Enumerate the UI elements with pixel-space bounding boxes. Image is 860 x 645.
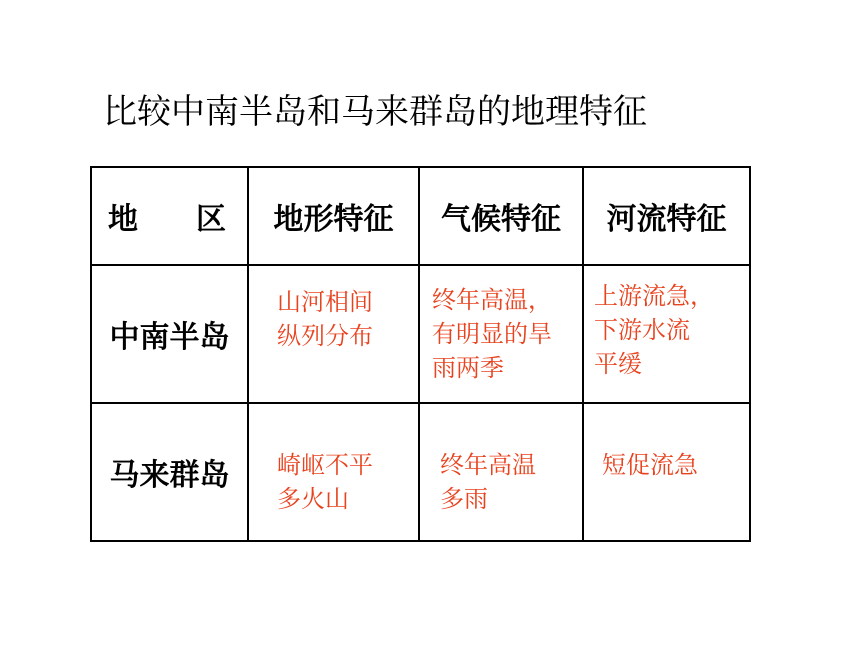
terrain-text-indochina: 山河相间 纵列分布 [277, 288, 373, 350]
region-cell-malay: 马来群岛 [91, 403, 248, 541]
table-header-row [91, 167, 750, 265]
table-row-indochina [91, 265, 750, 403]
header-region [91, 167, 248, 265]
terrain-cell-indochina [248, 265, 419, 403]
header-region-first-char: 地 [108, 202, 138, 237]
climate-text-indochina: 终年高温， 有明显的旱 雨两季 [432, 286, 552, 382]
page-title: 比较中南半岛和马来群岛的地理特征 [103, 92, 647, 132]
comparison-table [90, 166, 751, 542]
table-row-malay [91, 403, 750, 541]
header-climate: 气候特征 [419, 167, 583, 265]
river-text-indochina: 上游流急， 下游水流 平缓 [594, 282, 714, 378]
river-cell-malay [583, 403, 750, 541]
river-text-malay: 短促流急 [602, 451, 698, 479]
climate-text-malay: 终年高温 多雨 [440, 451, 536, 513]
header-region-second-char: 区 [196, 202, 226, 237]
terrain-text-malay: 崎岖不平 多火山 [277, 451, 373, 513]
header-river: 河流特征 [583, 167, 750, 265]
climate-cell-indochina [419, 265, 583, 403]
terrain-cell-malay [248, 403, 419, 541]
header-terrain: 地形特征 [248, 167, 419, 265]
region-cell-indochina: 中南半岛 [91, 265, 248, 403]
climate-cell-malay [419, 403, 583, 541]
river-cell-indochina [583, 265, 750, 403]
